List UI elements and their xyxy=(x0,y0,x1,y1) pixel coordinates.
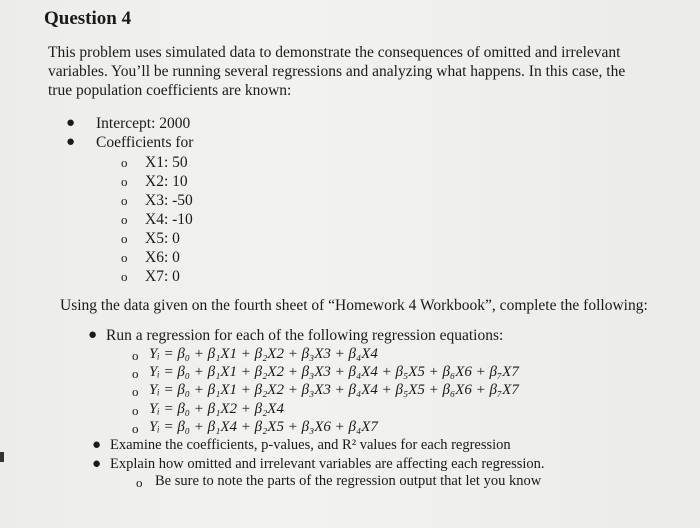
intercept-item: Intercept: 2000 xyxy=(96,115,191,132)
circle-bullet-icon: o xyxy=(132,403,139,418)
equation-5: Yᵢ = β₀ + β₁X4 + β₂X5 + β₃X6 + β₄X7 xyxy=(149,419,378,435)
equation-1: Yᵢ = β₀ + β₁X1 + β₂X2 + β₃X3 + β₄X4 xyxy=(149,346,378,362)
bullet-icon: ● xyxy=(66,134,76,150)
question-title: Question 4 xyxy=(44,8,132,29)
coefficient-item: X5: 0 xyxy=(145,230,180,247)
bullet-icon: ● xyxy=(88,327,98,343)
circle-bullet-icon: o xyxy=(121,212,128,227)
coefficient-item: X3: -50 xyxy=(145,192,193,209)
coefficient-item: X7: 0 xyxy=(145,268,180,285)
circle-bullet-icon: o xyxy=(132,384,139,399)
circle-bullet-icon: o xyxy=(121,155,128,170)
circle-bullet-icon: o xyxy=(132,348,139,363)
equation-3: Yᵢ = β₀ + β₁X1 + β₂X2 + β₃X3 + β₄X4 + β₅X5 + β₆X6 + β₇X7 xyxy=(149,382,519,398)
task-note: Be sure to note the parts of the regression output that let you know xyxy=(155,473,542,489)
bullet-icon: ● xyxy=(66,115,76,131)
circle-bullet-icon: o xyxy=(121,269,128,284)
circle-bullet-icon: o xyxy=(121,193,128,208)
equation-2: Yᵢ = β₀ + β₁X1 + β₂X2 + β₃X3 + β₄X4 + β₅X5 + β₆X6 + β₇X7 xyxy=(149,364,519,380)
task-examine: Examine the coefficients, p-values, and R² values for each regression xyxy=(110,437,511,453)
bullet-icon: ● xyxy=(92,437,102,453)
task-run-regression: Run a regression for each of the following regression equations: xyxy=(106,327,504,344)
bullet-icon: ● xyxy=(92,456,102,472)
coefficient-item: X4: -10 xyxy=(145,211,193,228)
coefficient-item: X2: 10 xyxy=(145,173,188,190)
coefficients-header: Coefficients for xyxy=(96,134,194,151)
coefficient-item: X1: 50 xyxy=(145,154,188,171)
task-explain: Explain how omitted and irrelevant variables are affecting each regression. xyxy=(110,456,545,472)
circle-bullet-icon: o xyxy=(121,174,128,189)
instruction-line: Using the data given on the fourth sheet of “Homework 4 Workbook”, complete the following: xyxy=(60,297,648,314)
circle-bullet-icon: o xyxy=(136,475,143,490)
page-edge-mark xyxy=(0,452,4,462)
coefficient-item: X6: 0 xyxy=(145,249,180,266)
circle-bullet-icon: o xyxy=(132,366,139,381)
equation-4: Yᵢ = β₀ + β₁X2 + β₂X4 xyxy=(149,401,284,417)
circle-bullet-icon: o xyxy=(121,231,128,246)
circle-bullet-icon: o xyxy=(132,421,139,436)
intro-paragraph: This problem uses simulated data to demonstrate the consequences of omitted and irrelevant variables. You’ll be running several regressions and analyzing what happens. In this case, the true population coefficients are known: xyxy=(48,44,626,99)
circle-bullet-icon: o xyxy=(121,250,128,265)
